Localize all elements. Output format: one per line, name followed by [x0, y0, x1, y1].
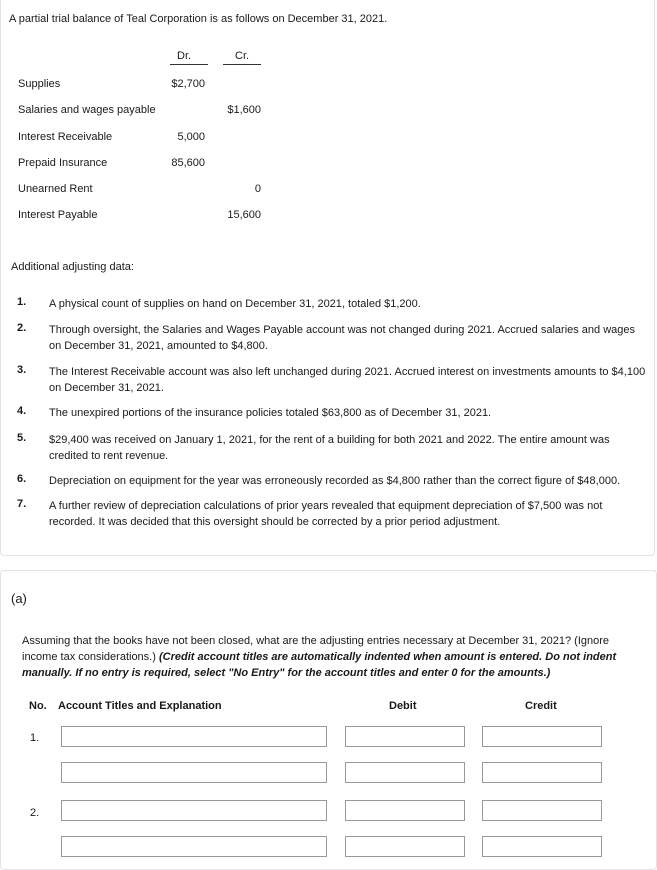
item-text: The unexpired portions of the insurance policies totaled $63,800 as of December 31, 2021. [49, 407, 492, 419]
tb-cr: $1,600 [227, 104, 261, 116]
item-text: $29,400 was received on January 1, 2021, for the rent of a building for both 2021 and 2022. The entire amount was credited to rent revenue. [49, 434, 610, 462]
tb-cr: 15,600 [227, 209, 261, 221]
item-number: 6. [17, 473, 27, 485]
account-title-input[interactable] [61, 800, 327, 821]
item-text: A physical count of supplies on hand on December 31, 2021, totaled $1,200. [49, 298, 421, 310]
tb-dr: 5,000 [177, 131, 205, 143]
part-label: (a) [11, 591, 27, 606]
item-number: 3. [17, 364, 27, 376]
tb-account: Supplies [18, 78, 61, 90]
debit-input[interactable] [345, 762, 465, 783]
dr-header: Dr. [177, 50, 192, 62]
intro-text: A partial trial balance of Teal Corporation is as follows on December 31, 2021. [9, 13, 388, 25]
additional-title: Additional adjusting data: [11, 261, 134, 273]
tb-account: Unearned Rent [18, 183, 93, 195]
credit-input[interactable] [482, 726, 602, 747]
col-header-account: Account Titles and Explanation [58, 700, 222, 712]
item-number: 2. [17, 322, 27, 334]
item-text: The Interest Receivable account was also left unchanged during 2021. Accrued interest on investments amounts to $4,100 on December 31, 2021. [49, 366, 646, 394]
item-text: Through oversight, the Salaries and Wages Payable account was not changed during 2021. Accrued salaries and wages on December 31, 2021, amounted to $4,800. [49, 324, 636, 352]
item-number: 5. [17, 432, 27, 444]
cr-header: Cr. [235, 50, 250, 62]
tb-account: Prepaid Insurance [18, 157, 108, 169]
item-number: 4. [17, 405, 27, 417]
item-text: A further review of depreciation calculations of prior years revealed that equipment depreciation of $7,500 was not recorded. It was decided that this oversight should be corrected by a prior period adjustment. [49, 500, 603, 528]
item-number: 7. [17, 498, 27, 510]
account-title-input[interactable] [61, 836, 327, 857]
debit-input[interactable] [345, 800, 465, 821]
credit-input[interactable] [482, 762, 602, 783]
credit-input[interactable] [482, 836, 602, 857]
question-text: Assuming that the books have not been closed, what are the adjusting entries necessary at December 31, 2021? (Ignore income tax considerations.) [22, 635, 610, 663]
credit-input[interactable] [482, 800, 602, 821]
col-header-debit: Debit [389, 700, 417, 712]
tb-account: Salaries and wages payable [18, 104, 156, 116]
cr-underline [223, 64, 261, 65]
item-number: 1. [17, 296, 27, 308]
tb-dr: $2,700 [171, 78, 205, 90]
account-title-input[interactable] [61, 726, 327, 747]
debit-input[interactable] [345, 726, 465, 747]
debit-input[interactable] [345, 836, 465, 857]
question-instructions: (Credit account titles are automatically indented when amount is entered. Do not indent manually. If no entry is required, select "No Entry" for the account titles and enter 0 for the amounts.) [22, 651, 617, 679]
col-header-credit: Credit [525, 700, 557, 712]
tb-account: Interest Receivable [18, 131, 113, 143]
answer-card [0, 570, 657, 870]
account-title-input[interactable] [61, 762, 327, 783]
entry-number: 1. [30, 732, 40, 744]
tb-cr: 0 [254, 183, 261, 195]
col-header-no: No. [29, 700, 47, 712]
dr-underline [170, 64, 208, 65]
entry-number: 2. [30, 807, 40, 819]
item-text: Depreciation on equipment for the year was erroneously recorded as $4,800 rather than the correct figure of $48,000. [49, 475, 621, 487]
question [22, 633, 634, 681]
tb-dr: 85,600 [171, 157, 205, 169]
tb-account: Interest Payable [18, 209, 98, 221]
